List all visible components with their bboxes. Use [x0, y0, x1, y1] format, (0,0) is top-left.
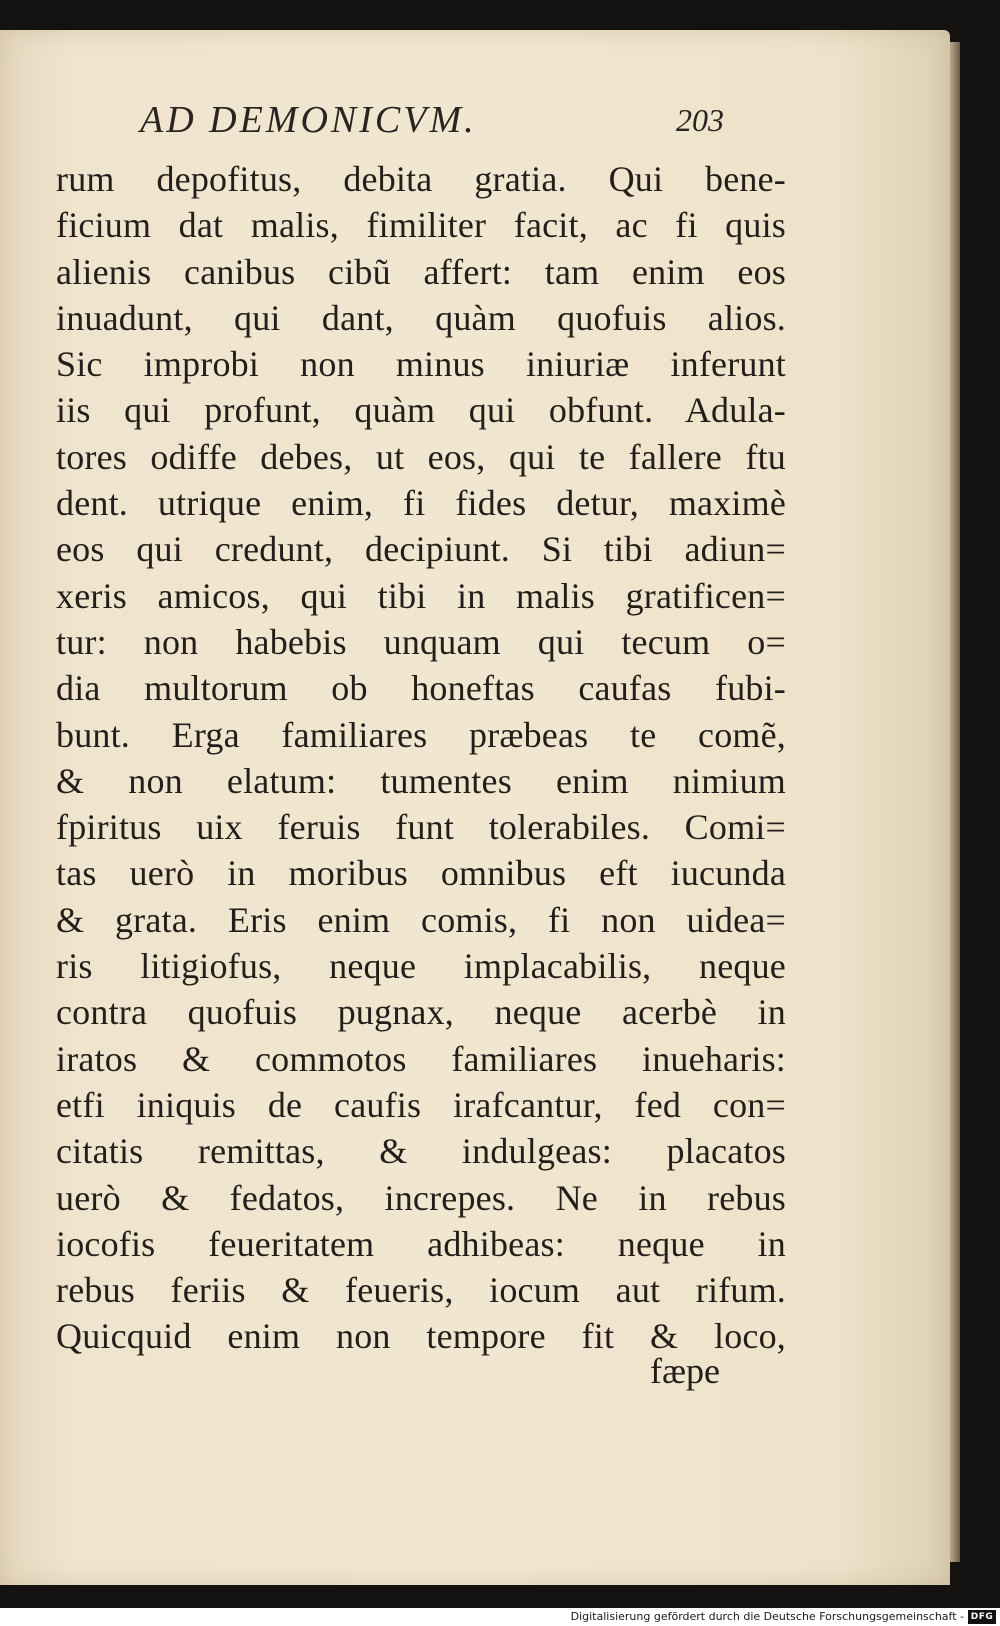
page-edge — [950, 42, 960, 1562]
catchword: fæpe — [650, 1351, 720, 1391]
text-line: tores odiffe debes, ut eos, qui te fallere ftu — [56, 436, 786, 477]
text-line: citatis remittas, & indulgeas: placatos — [56, 1131, 786, 1172]
text-line: tas uerò in moribus omnibus eft iucunda — [56, 853, 786, 894]
text-line: iis qui profunt, quàm qui obfunt. Adula- — [56, 390, 786, 431]
text-line: rebus feriis & feueris, iocum aut rifum. — [56, 1270, 786, 1311]
text-line: dia multorum ob honeftas caufas fubi- — [56, 668, 786, 709]
text-line: iocofis feueritatem adhibeas: neque in — [56, 1223, 786, 1264]
text-line: etfi iniquis de caufis irafcantur, fed con= — [56, 1084, 786, 1125]
text-line: ficium dat malis, fimiliter facit, ac fi quis — [56, 205, 786, 246]
text-line: iratos & commotos familiares inueharis: — [56, 1038, 786, 1079]
text-line: bunt. Erga familiares præbeas te comẽ, — [56, 714, 786, 755]
dfg-logo-icon: DFG — [968, 1610, 996, 1624]
text-line: & grata. Eris enim comis, fi non uidea= — [56, 899, 786, 940]
text-line: uerò & fedatos, increpes. Ne in rebus — [56, 1177, 786, 1218]
text-line: alienis canibus cibũ affert: tam enim eos — [56, 251, 786, 292]
text-line: fpiritus uix feruis funt tolerabiles. Comi= — [56, 807, 786, 848]
text-line: ris litigiofus, neque implacabilis, neque — [56, 946, 786, 987]
text-line: Quicquid enim non tempore fit & loco, — [56, 1316, 786, 1357]
text-line: rum depofitus, debita gratia. Qui bene- — [56, 159, 786, 199]
text-line: contra quofuis pugnax, neque acerbè in — [56, 992, 786, 1033]
text-line: xeris amicos, qui tibi in malis gratificen= — [56, 575, 786, 616]
text-line: eos qui credunt, decipiunt. Si tibi adiun= — [56, 529, 786, 570]
funding-credit: Digitalisierung gefördert durch die Deutsche Forschungsgemeinschaft - — [570, 1610, 964, 1623]
body-text — [56, 156, 786, 1360]
page-number: 203 — [676, 102, 724, 138]
text-line: Sic improbi non minus iniuriæ inferunt — [56, 344, 786, 385]
text-line: tur: non habebis unquam qui tecum o= — [56, 621, 786, 662]
text-line: dent. utrique enim, fi fides detur, maximè — [56, 483, 786, 524]
text-line: & non elatum: tumentes enim nimium — [56, 760, 786, 801]
text-line: inuadunt, qui dant, quàm quofuis alios. — [56, 297, 786, 338]
running-head: AD DEMONICVM. — [140, 99, 477, 141]
